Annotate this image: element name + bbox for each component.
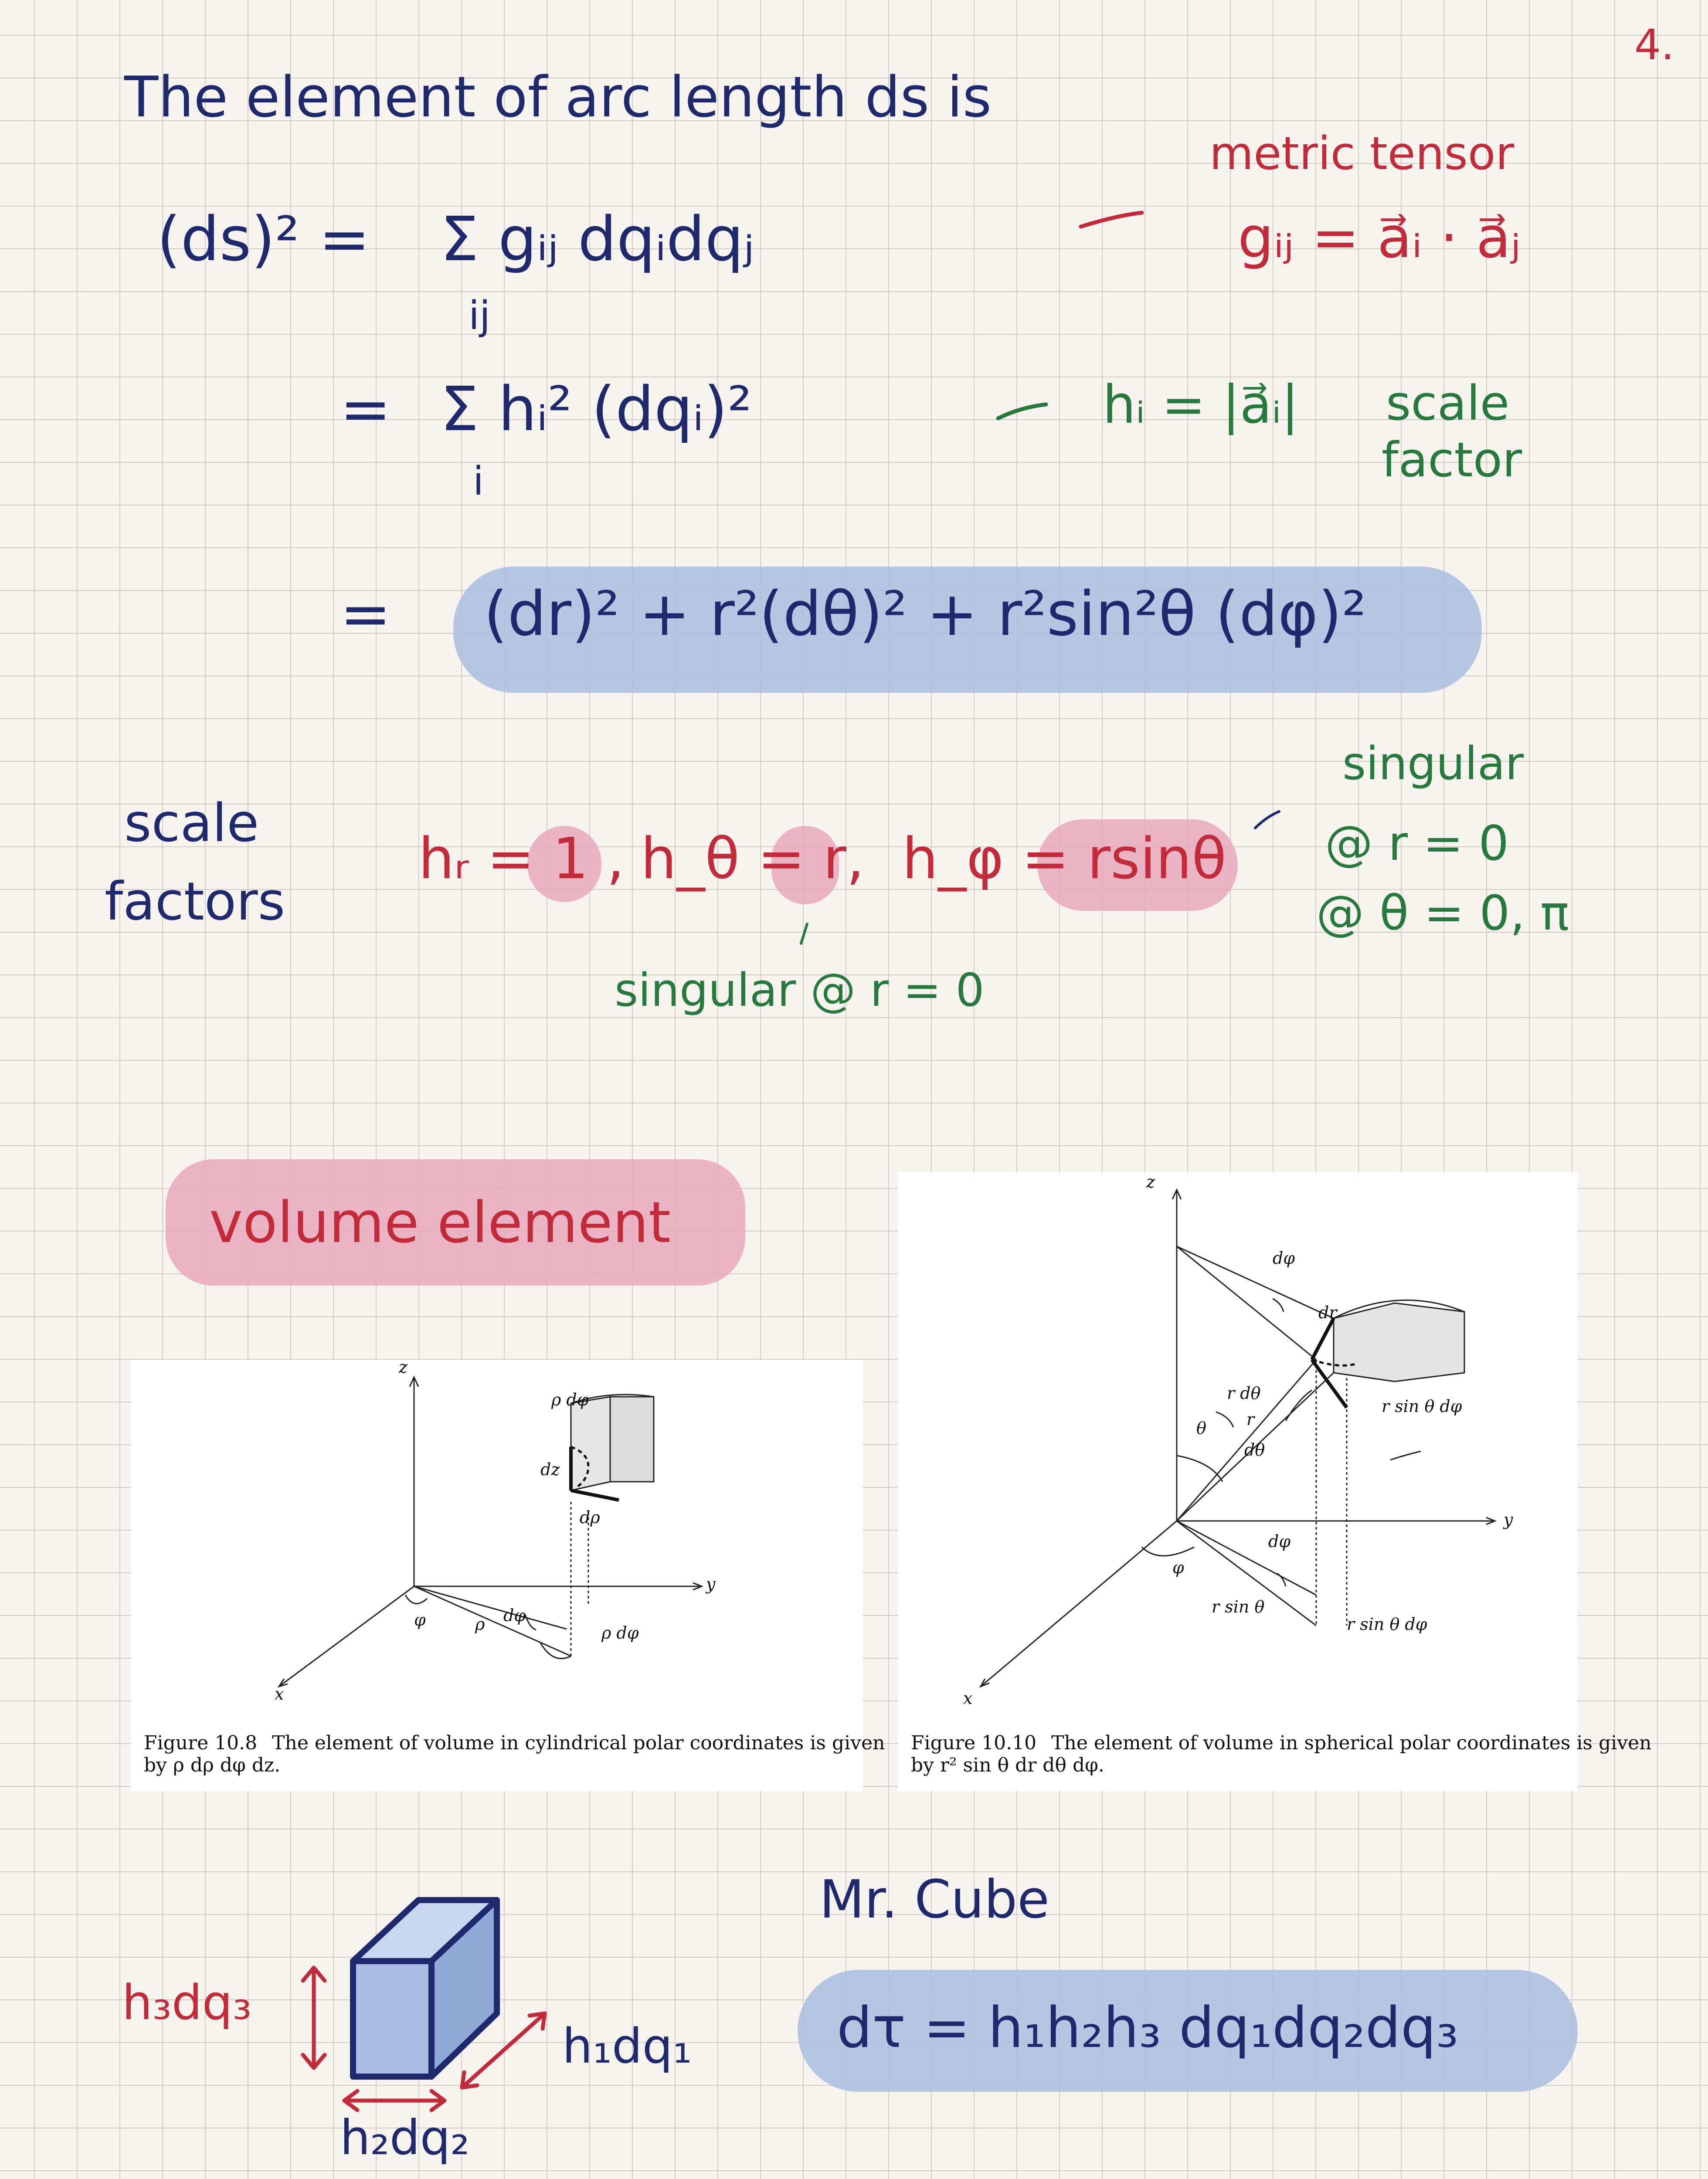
eq2-rhs: Σ hᵢ² (dqᵢ)² bbox=[440, 374, 752, 445]
d-tau-formula: dτ = h₁h₂h₃ dq₁dq₂dq₃ bbox=[837, 1996, 1459, 2060]
figure-cylindrical-caption-line-1: The element of volume in cylindrical polar coordinates is given bbox=[272, 1732, 885, 1754]
scale-factor-formula: hᵢ = |a⃗ᵢ| bbox=[1103, 375, 1299, 435]
sph-r-sin-theta-dphi-right: r sin θ dφ bbox=[1382, 1397, 1462, 1416]
sph-r-sin-theta: r sin θ bbox=[1212, 1597, 1265, 1616]
figure-cylindrical bbox=[131, 1360, 885, 1791]
scale-factors-label-1: scale bbox=[124, 793, 259, 854]
sph-dr: dr bbox=[1318, 1303, 1337, 1322]
cyl-rho: ρ bbox=[475, 1615, 485, 1634]
figure-spherical bbox=[898, 1172, 1652, 1791]
figure-spherical-caption-line-1: The element of volume in spherical polar coordinates is given bbox=[1051, 1732, 1652, 1754]
sph-y-label: y bbox=[1504, 1510, 1513, 1529]
figure-spherical-drawing bbox=[898, 1172, 1578, 1791]
cyl-z-label: z bbox=[399, 1360, 408, 1377]
singular-title: singular bbox=[1342, 737, 1524, 790]
scale-factors-label-2: factors bbox=[105, 872, 285, 932]
cyl-dphi: dφ bbox=[503, 1606, 526, 1625]
mr-cube-title: Mr. Cube bbox=[819, 1870, 1049, 1930]
sph-theta: θ bbox=[1196, 1419, 1206, 1438]
cyl-phi: φ bbox=[414, 1610, 426, 1629]
cube-edge-3: h₃dq₃ bbox=[122, 1975, 252, 2030]
cyl-y-label: y bbox=[706, 1575, 716, 1594]
arc-length-intro: The element of arc length ds is bbox=[124, 65, 992, 130]
metric-tensor-title: metric tensor bbox=[1209, 127, 1514, 180]
eq3-equals: = bbox=[340, 579, 391, 650]
volume-heading: volume element bbox=[209, 1189, 671, 1256]
sph-phi: φ bbox=[1172, 1558, 1184, 1577]
eq1-lhs: (ds)² = bbox=[157, 204, 370, 275]
figure-cylindrical-label: Figure 10.8 bbox=[144, 1732, 258, 1754]
sph-r-sin-theta-dphi-bottom: r sin θ dφ bbox=[1347, 1615, 1427, 1634]
sph-r-dtheta: r dθ bbox=[1227, 1384, 1261, 1403]
metric-tensor-formula: gᵢⱼ = a⃗ᵢ · a⃗ⱼ bbox=[1238, 204, 1521, 271]
cyl-rho-dphi-bottom: ρ dφ bbox=[601, 1623, 639, 1643]
figure-cylindrical-caption bbox=[144, 1732, 885, 1776]
figure-cylindrical-caption-line-2: by ρ dρ dφ dz. bbox=[144, 1754, 281, 1776]
eq3-rhs: (dr)² + r²(dθ)² + r²sin²θ (dφ)² bbox=[484, 579, 1367, 650]
sph-z-label: z bbox=[1146, 1172, 1155, 1191]
cube-edge-1: h₁dq₁ bbox=[562, 2018, 692, 2074]
eq1-sum-index: ij bbox=[469, 293, 491, 339]
singular-at-theta: @ θ = 0, π bbox=[1316, 885, 1569, 941]
eq1-rhs: Σ gᵢⱼ dqᵢdqⱼ bbox=[440, 204, 754, 275]
scale-factor-label-1: scale bbox=[1386, 375, 1510, 431]
sph-dtheta: dθ bbox=[1244, 1440, 1265, 1459]
h-phi: h_φ = rsinθ bbox=[902, 825, 1226, 892]
cyl-rho-dphi-top: ρ dφ bbox=[551, 1390, 589, 1409]
cyl-dz: dz bbox=[540, 1460, 560, 1479]
cyl-x-label: x bbox=[275, 1684, 284, 1704]
eq2-sum-index: i bbox=[473, 458, 484, 504]
h-r: hᵣ = 1 , bbox=[418, 825, 625, 892]
figure-cylindrical-drawing bbox=[131, 1360, 863, 1791]
singular-at-r: @ r = 0 bbox=[1325, 815, 1509, 871]
sph-r: r bbox=[1246, 1410, 1255, 1429]
cyl-drho: dρ bbox=[580, 1508, 600, 1527]
cube-edge-2: h₂dq₂ bbox=[340, 2110, 470, 2165]
singular-below: singular @ r = 0 bbox=[615, 964, 985, 1017]
eq2-equals: = bbox=[340, 374, 391, 445]
sph-x-label: x bbox=[963, 1689, 973, 1708]
scale-factor-label-2: factor bbox=[1382, 432, 1522, 488]
figure-spherical-label: Figure 10.10 bbox=[911, 1732, 1037, 1754]
figure-spherical-caption-line-2: by r² sin θ dr dθ dφ. bbox=[911, 1754, 1104, 1776]
sph-dphi-top: dφ bbox=[1273, 1249, 1295, 1268]
h-theta: h_θ = r, bbox=[641, 825, 865, 892]
figure-spherical-caption bbox=[911, 1732, 1651, 1776]
sph-dphi-mid: dφ bbox=[1268, 1532, 1290, 1551]
page-number: 4. bbox=[1634, 20, 1674, 69]
